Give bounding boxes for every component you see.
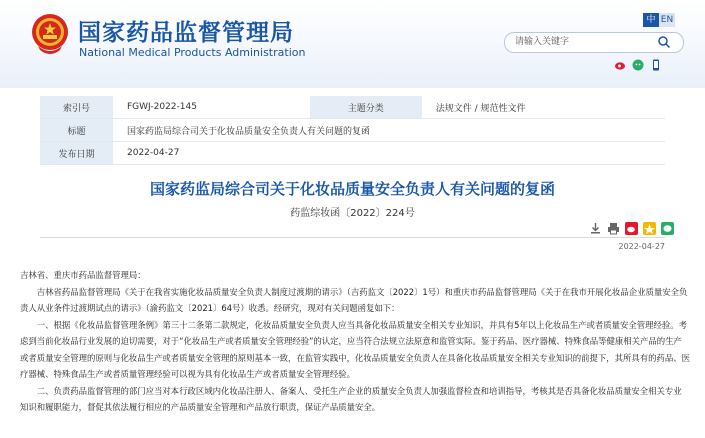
search-input[interactable] [515,35,655,49]
site-header [0,0,705,88]
index-value: FGWJ-2022-145 [127,102,197,112]
language-switch [643,13,675,27]
share-qzone-icon[interactable] [643,220,656,233]
title-divider [40,237,665,238]
national-emblem-icon [30,12,70,56]
date-label: 发布日期 [40,142,113,165]
document-number: 药监综妆函〔2022〕224号 [290,208,415,219]
title-label: 标题 [40,119,113,142]
lang-en-button[interactable]: EN [660,15,674,25]
search-icon[interactable] [657,35,671,49]
mobile-icon[interactable] [650,56,662,68]
index-label: 索引号 [40,96,113,119]
document-date: 2022-04-27 [618,242,665,251]
category-label: 主题分类 [310,96,422,119]
download-icon[interactable] [589,220,602,233]
wechat-icon[interactable] [632,56,644,68]
site-title: 国家药品监督管理局 [78,20,294,46]
share-wechat-icon[interactable] [661,220,674,233]
category-value: 法规文件 / 规范性文件 [435,103,526,114]
lang-cn-button[interactable]: 中 [643,13,659,27]
print-icon[interactable] [607,220,620,233]
site-title-english: National Medical Products Administration [79,46,306,59]
social-links [614,56,662,68]
title-value: 国家药监局综合司关于化妆品质量安全负责人有关问题的复函 [127,126,371,137]
body-paragraph: 吉林省药品监督管理局《关于在我省实施化妆品质量安全负责人制度过渡期的请示》（吉药监文〔2022〕1号）和重庆市药品监督管理局《关于在我市开展化妆品企业质量安全负责人从业条件过渡期试点的请示》（渝药监文〔2021〕64号）收悉。经研究，现对有关问题函复如下： [20,286,688,313]
body-paragraph: 二、负责药品监督管理的部门应当对本行政区域内化妆品注册人、备案人、受托生产企业的质量安全负责人加强监督检查和培训指导，考核其是否具备化妆品质量安全相关专业知识和履职能力，督促其依法履行相应的产品质量安全管理和产品放行职责，保证产品质量安全。 [20,385,682,412]
body-paragraph: 一、根据《化妆品监督管理条例》第三十二条第二款规定，化妆品质量安全负责人应当具备化妆品质量安全相关专业知识，并具有5年以上化妆品生产或者质量安全管理经验。考虑到当前化妆品行业发展的迫切需要，对于“化妆品生产或者质量安全管理经验”的认定，应当符合法规立法原意和监管实际。鉴于药品、医疗器械、特殊食品等健康相关产品的生产或者质量安全管理的原则与化妆品生产或者质量安全管理的原则基本一致，在监管实践中，化妆品质量安全负责人在具备化妆品质量安全相关专业知识的前提下，其所具有的药品、医疗器械、特殊食品生产或者质量管理经验可以视为具有化妆品生产或者质量安全管理经验。 [20,319,690,379]
document-body [20,267,690,416]
document-title: 国家药监局综合司关于化妆品质量安全负责人有关问题的复函 [149,180,555,198]
weibo-icon[interactable] [614,56,626,68]
date-value: 2022-04-27 [127,148,180,158]
salutation: 吉林省、重庆市药品监督管理局： [20,270,146,280]
document-meta-table [40,96,665,165]
share-weibo-icon[interactable] [625,220,638,233]
share-tools [589,220,674,233]
